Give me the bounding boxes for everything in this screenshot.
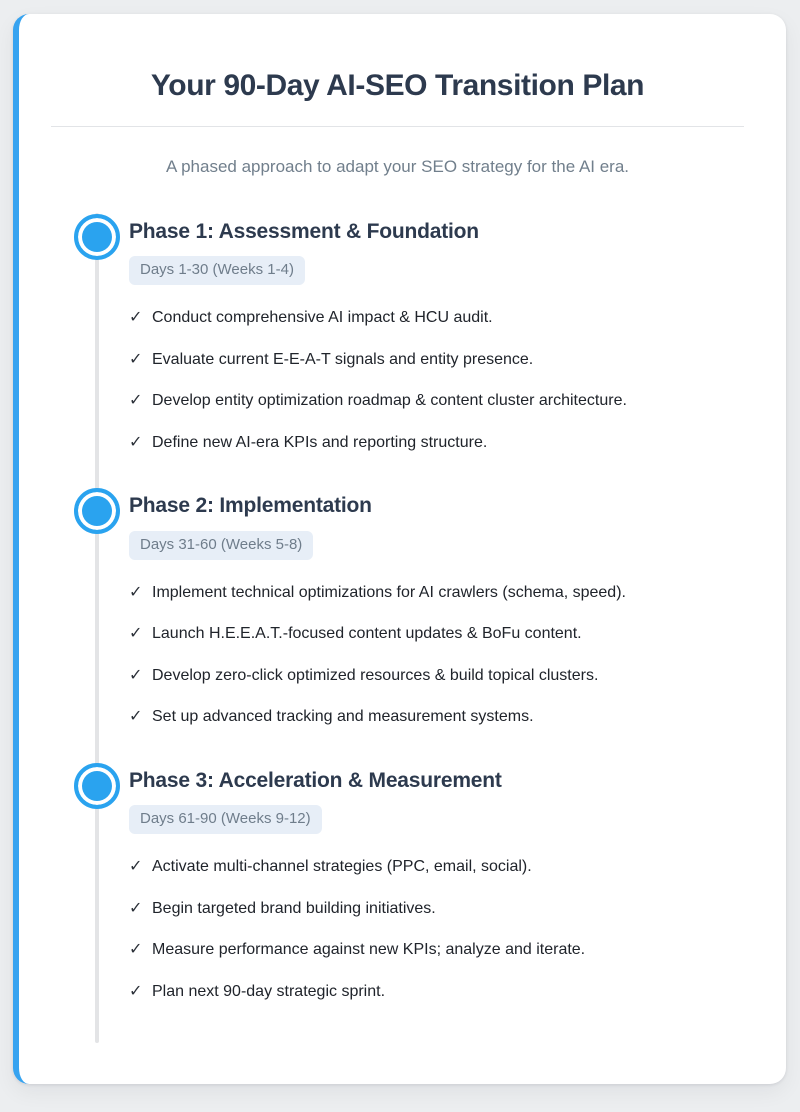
- task-label: Plan next 90-day strategic sprint.: [152, 983, 386, 1001]
- task-label: Measure performance against new KPIs; analyze and iterate.: [152, 941, 586, 959]
- check-icon: ✓: [129, 666, 143, 684]
- phase-marker-icon: [74, 488, 120, 534]
- task-label: Begin targeted brand building initiatives.: [152, 899, 436, 917]
- phase-timeline: [51, 213, 744, 1043]
- phase-duration-badge: Days 31-60 (Weeks 5-8): [129, 531, 313, 560]
- task-label: Develop zero-click optimized resources & build topical clusters.: [152, 666, 599, 684]
- task-item: [129, 939, 744, 961]
- page-subtitle: A phased approach to adapt your SEO strategy for the AI era.: [165, 157, 630, 176]
- check-icon: ✓: [129, 309, 143, 327]
- phase-title: Phase 2: Implementation: [129, 494, 372, 518]
- task-item: [129, 706, 744, 728]
- task-label: Implement technical optimizations for AI crawlers (schema, speed).: [152, 583, 626, 601]
- phase-block: [51, 762, 744, 1003]
- task-label: Launch H.E.E.A.T.-focused content updates & BoFu content.: [152, 625, 582, 643]
- card-content: [19, 14, 786, 1084]
- task-item: [129, 390, 744, 412]
- phase-title: Phase 1: Assessment & Foundation: [129, 219, 479, 243]
- phase-duration-badge: Days 61-90 (Weeks 9-12): [129, 805, 322, 834]
- phase-marker-icon: [74, 214, 120, 260]
- check-icon: ✓: [129, 625, 143, 643]
- check-icon: ✓: [129, 708, 143, 726]
- task-item: [129, 582, 744, 604]
- phase-block: [51, 213, 744, 454]
- task-label: Conduct comprehensive AI impact & HCU audit.: [152, 309, 493, 327]
- task-label: Define new AI-era KPIs and reporting structure.: [152, 433, 488, 451]
- task-item: [129, 623, 744, 645]
- check-icon: ✓: [129, 433, 143, 451]
- phase-title: Phase 3: Acceleration & Measurement: [129, 769, 502, 793]
- phase-task-list: [129, 307, 744, 453]
- check-icon: ✓: [129, 583, 143, 601]
- phase-task-list: [129, 856, 744, 1002]
- check-icon: ✓: [129, 350, 143, 368]
- phase-block: [51, 487, 744, 728]
- page-title: Your 90-Day AI-SEO Transition Plan: [150, 69, 645, 102]
- task-item: [129, 432, 744, 454]
- task-item: [129, 349, 744, 371]
- check-icon: ✓: [129, 899, 143, 917]
- phase-duration-badge: Days 1-30 (Weeks 1-4): [129, 256, 305, 285]
- task-label: Develop entity optimization roadmap & content cluster architecture.: [152, 392, 627, 410]
- title-divider: [51, 126, 744, 127]
- task-label: Set up advanced tracking and measurement systems.: [152, 708, 534, 726]
- phase-list: [51, 213, 744, 1003]
- check-icon: ✓: [129, 983, 143, 1001]
- task-item: [129, 307, 744, 329]
- task-label: Activate multi-channel strategies (PPC, email, social).: [152, 858, 532, 876]
- task-item: [129, 898, 744, 920]
- task-item: [129, 856, 744, 878]
- phase-task-list: [129, 582, 744, 728]
- task-label: Evaluate current E-E-A-T signals and entity presence.: [152, 350, 534, 368]
- phase-marker-icon: [74, 763, 120, 809]
- transition-plan-card: [13, 14, 786, 1084]
- task-item: [129, 981, 744, 1003]
- check-icon: ✓: [129, 941, 143, 959]
- check-icon: ✓: [129, 858, 143, 876]
- check-icon: ✓: [129, 392, 143, 410]
- task-item: [129, 665, 744, 687]
